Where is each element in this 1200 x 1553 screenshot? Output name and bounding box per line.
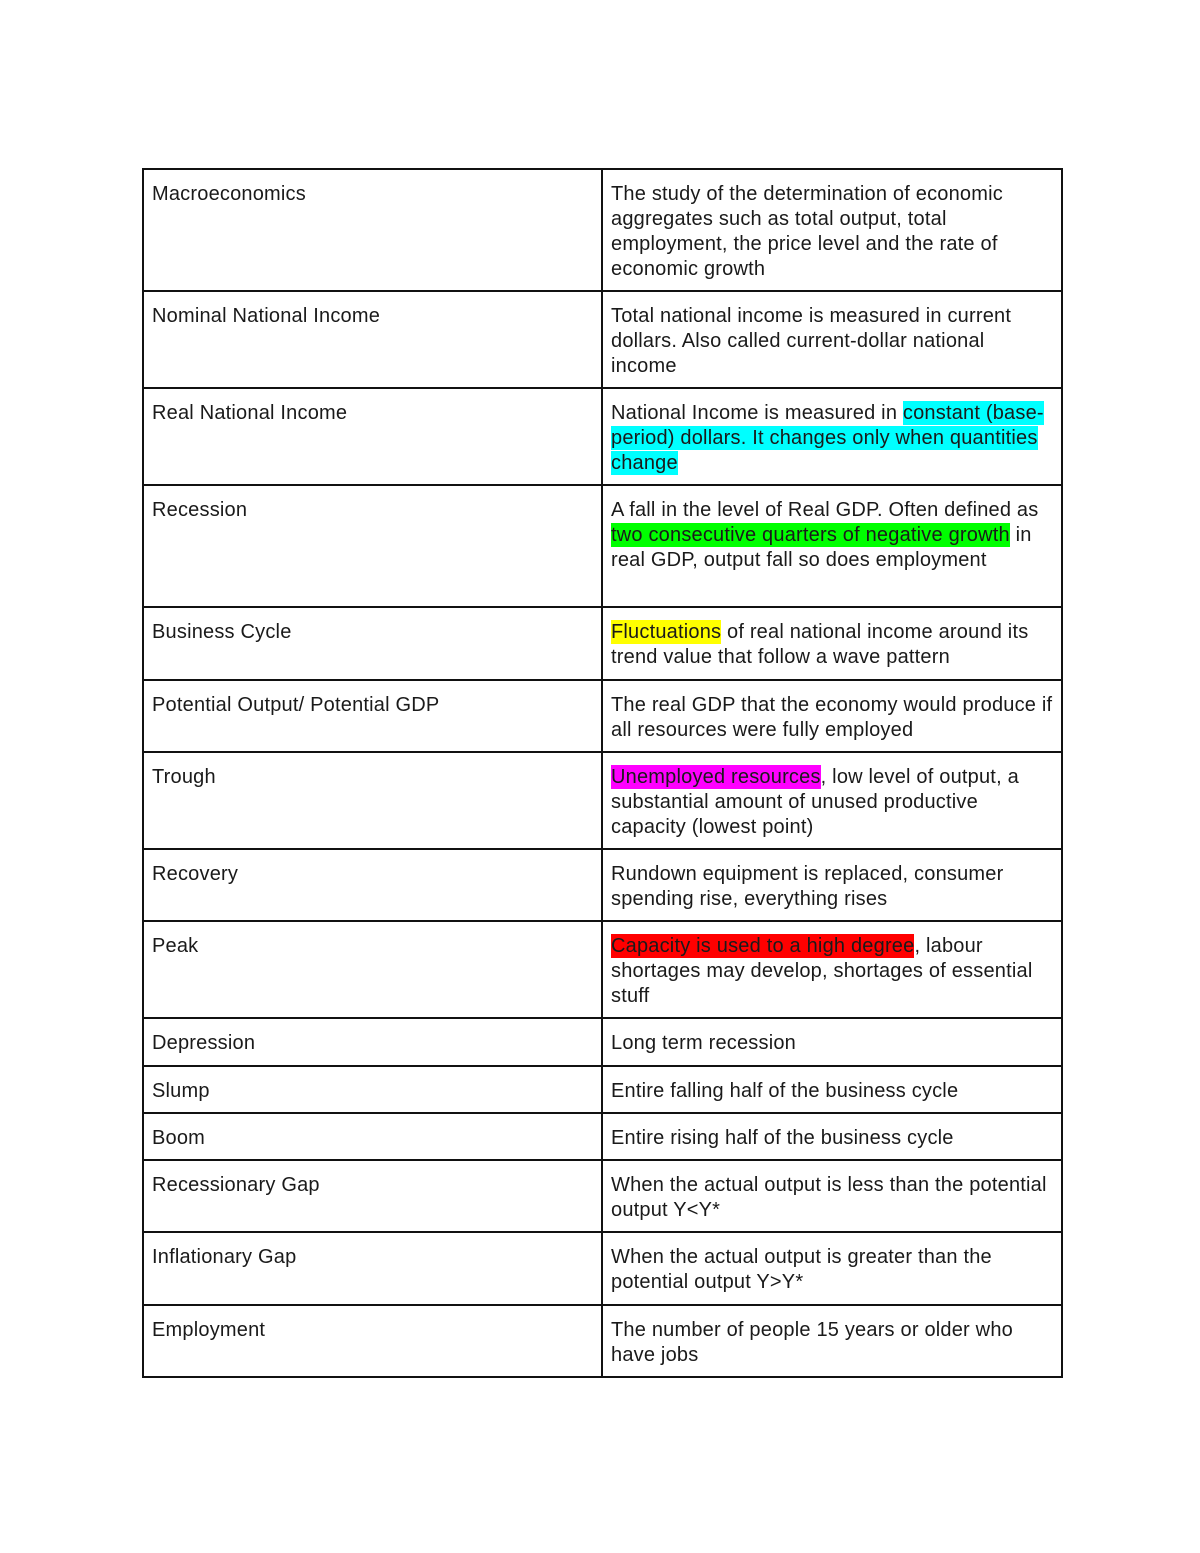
table-row	[143, 1113, 1062, 1160]
term-cell: Macroeconomics	[143, 169, 602, 291]
term-cell: Potential Output/ Potential GDP	[143, 680, 602, 752]
definition-text: Long term recession	[611, 1032, 797, 1054]
table-row	[143, 388, 1062, 485]
definition-cell	[602, 921, 1062, 1018]
definition-cell	[602, 1066, 1062, 1113]
highlighted-text: Fluctuations	[611, 621, 722, 643]
definition-cell	[602, 752, 1062, 849]
definition-cell	[602, 1305, 1062, 1377]
definition-cell	[602, 607, 1062, 680]
table-row	[143, 607, 1062, 680]
definition-text: National Income is measured in	[611, 402, 903, 424]
definition-text: The real GDP that the economy would produce if all resources were fully employed	[611, 694, 1053, 741]
term-cell: Recovery	[143, 849, 602, 921]
definition-text: Total national income is measured in current dollars. Also called current-dollar national income	[611, 305, 1012, 377]
term-cell: Boom	[143, 1113, 602, 1160]
highlighted-text: Unemployed resources	[611, 766, 821, 788]
definition-cell	[602, 1018, 1062, 1066]
definition-text: Rundown equipment is replaced, consumer spending rise, everything rises	[611, 863, 1004, 910]
term-cell: Trough	[143, 752, 602, 849]
table-row	[143, 752, 1062, 849]
table-row	[143, 1018, 1062, 1066]
table-row	[143, 680, 1062, 752]
term-cell: Business Cycle	[143, 607, 602, 680]
definition-text: The study of the determination of economic aggregates such as total output, total employment, the price level and the rate of economic growth	[611, 183, 1003, 280]
term-cell: Inflationary Gap	[143, 1232, 602, 1305]
definition-text: Entire falling half of the business cycle	[611, 1080, 959, 1102]
term-cell: Depression	[143, 1018, 602, 1066]
definition-cell	[602, 388, 1062, 485]
definition-cell	[602, 1113, 1062, 1160]
definition-text: The number of people 15 years or older who have jobs	[611, 1319, 1013, 1366]
term-cell: Employment	[143, 1305, 602, 1377]
highlighted-text: constant (base-period) dollars. It changes only when quantities change	[611, 402, 1044, 474]
definition-cell	[602, 849, 1062, 921]
table-row	[143, 485, 1062, 607]
definition-cell	[602, 680, 1062, 752]
table-row	[143, 849, 1062, 921]
definition-cell	[602, 1232, 1062, 1305]
definition-text: of real national income around its trend value that follow a wave pattern	[611, 621, 1029, 668]
term-cell: Real National Income	[143, 388, 602, 485]
definition-cell	[602, 291, 1062, 388]
table-row	[143, 1232, 1062, 1305]
table-row	[143, 169, 1062, 291]
table-row	[143, 921, 1062, 1018]
glossary-table	[142, 168, 1063, 1378]
highlighted-text: two consecutive quarters of negative growth	[611, 524, 1010, 546]
term-cell: Nominal National Income	[143, 291, 602, 388]
definition-text: , labour shortages may develop, shortages of essential stuff	[611, 935, 1033, 1007]
definition-text: in real GDP, output fall so does employment	[611, 524, 1032, 571]
definition-text: , low level of output, a substantial amount of unused productive capacity (lowest point)	[611, 766, 1019, 838]
glossary-table-body	[143, 169, 1062, 1377]
table-row	[143, 1160, 1062, 1232]
term-cell: Recessionary Gap	[143, 1160, 602, 1232]
definition-text: Entire rising half of the business cycle	[611, 1127, 954, 1149]
term-cell: Slump	[143, 1066, 602, 1113]
table-row	[143, 1066, 1062, 1113]
highlighted-text: Capacity is used to a high degree	[611, 935, 915, 957]
table-row	[143, 1305, 1062, 1377]
term-cell: Peak	[143, 921, 602, 1018]
table-row	[143, 291, 1062, 388]
definition-cell	[602, 169, 1062, 291]
definition-cell	[602, 485, 1062, 607]
term-cell: Recession	[143, 485, 602, 607]
definition-cell	[602, 1160, 1062, 1232]
definition-text: A fall in the level of Real GDP. Often defined as	[611, 499, 1039, 521]
definition-text: When the actual output is greater than the potential output Y>Y*	[611, 1246, 992, 1293]
definition-text: When the actual output is less than the potential output Y<Y*	[611, 1174, 1047, 1221]
